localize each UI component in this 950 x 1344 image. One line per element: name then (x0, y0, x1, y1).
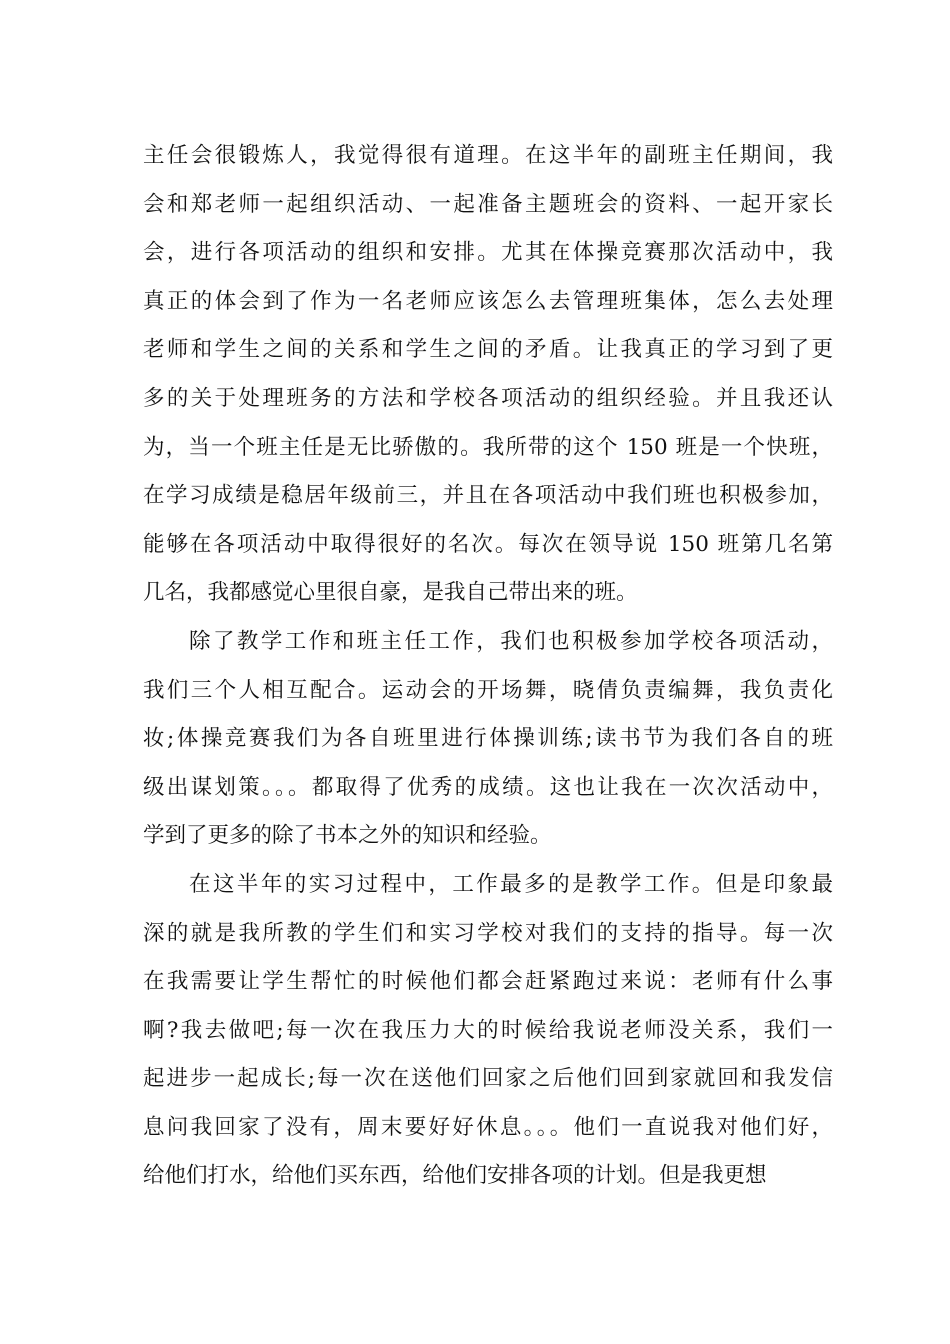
paragraph-line: 除了教学工作和班主任工作，我们也积极参加学校各项活动， (189, 628, 833, 654)
paragraph-line: 为，当一个班主任是无比骄傲的。我所带的这个 150 班是一个快班， (143, 434, 833, 460)
paragraph (143, 618, 833, 861)
paragraph-line: 会和郑老师一起组织活动、一起准备主题班会的资料、一起开家长 (143, 191, 833, 217)
paragraph-line: 老师和学生之间的关系和学生之间的矛盾。让我真正的学习到了更 (143, 337, 833, 363)
paragraph-line: 啊?我去做吧;每一次在我压力大的时候给我说老师没关系，我们一 (143, 1017, 833, 1043)
paragraph-line: 真正的体会到了作为一名老师应该怎么去管理班集体，怎么去处理 (143, 288, 833, 314)
paragraph-line: 息问我回家了没有，周末要好好休息。。。他们一直说我对他们好， (143, 1114, 833, 1140)
paragraph-line: 在我需要让学生帮忙的时候他们都会赶紧跑过来说：老师有什么事 (143, 969, 833, 995)
paragraph-line: 起进步一起成长;每一次在送他们回家之后他们回到家就回和我发信 (143, 1066, 833, 1092)
paragraph (143, 861, 833, 1201)
paragraph-line: 给他们打水，给他们买东西，给他们安排各项的计划。但是我更想 (143, 1163, 767, 1189)
paragraph-line: 学到了更多的除了书本之外的知识和经验。 (143, 823, 552, 849)
paragraph-line: 主任会很锻炼人，我觉得很有道理。在这半年的副班主任期间，我 (143, 143, 833, 168)
paragraph-line: 会，进行各项活动的组织和安排。尤其在体操竞赛那次活动中，我 (143, 240, 833, 266)
paragraph-line: 我们三个人相互配合。运动会的开场舞，晓倩负责编舞，我负责化 (143, 677, 833, 703)
paragraph (143, 132, 833, 618)
paragraph-line: 几名，我都感觉心里很自豪，是我自己带出来的班。 (143, 580, 638, 606)
paragraph-line: 在学习成绩是稳居年级前三，并且在各项活动中我们班也积极参加， (143, 483, 833, 509)
paragraph-line: 级出谋划策。。。都取得了优秀的成绩。这也让我在一次次活动中， (143, 774, 833, 800)
paragraph-line: 妆;体操竞赛我们为各自班里进行体操训练;读书节为我们各自的班 (143, 726, 833, 752)
paragraph-line: 在这半年的实习过程中，工作最多的是教学工作。但是印象最 (189, 871, 833, 897)
paragraph-line: 能够在各项活动中取得很好的名次。每次在领导说 150 班第几名第 (143, 531, 833, 557)
body-text (143, 132, 833, 1201)
paragraph-line: 深的就是我所教的学生们和实习学校对我们的支持的指导。每一次 (143, 920, 833, 946)
paragraph-line: 多的关于处理班务的方法和学校各项活动的组织经验。并且我还认 (143, 385, 833, 411)
